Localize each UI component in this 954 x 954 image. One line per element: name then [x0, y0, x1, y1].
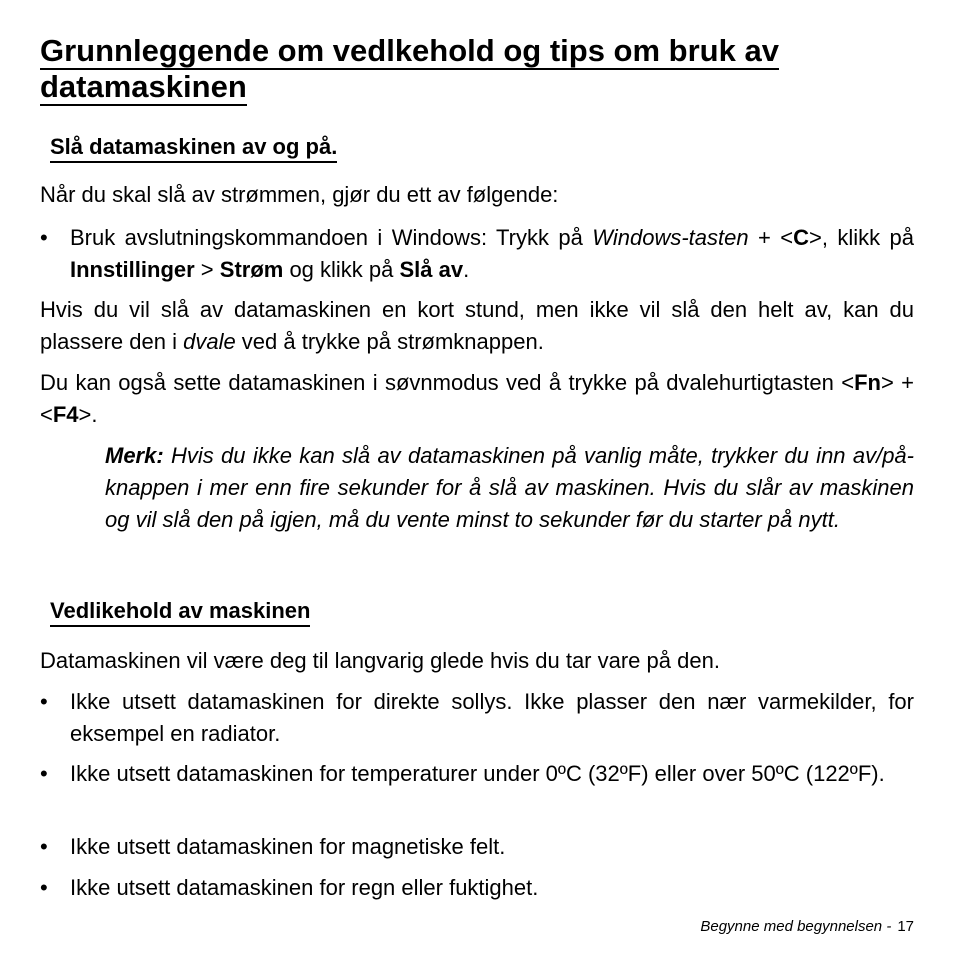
- list-item: [40, 872, 914, 904]
- list-item: [40, 222, 914, 286]
- bullet-symbol: •: [40, 689, 48, 714]
- page-footer: [700, 917, 914, 937]
- bullet-symbol: •: [40, 225, 48, 250]
- power-intro: Når du skal slå av strømmen, gjør du ett av følgende:: [40, 182, 559, 207]
- bullet-symbol: •: [40, 834, 48, 859]
- section-heading-maintenance: Vedlikehold av maskinen: [50, 597, 310, 627]
- list-item-text: Ikke utsett datamaskinen for regn eller fuktighet.: [70, 875, 539, 900]
- note-label: Merk:: [105, 443, 164, 468]
- footer-label: Begynne med begynnelsen -: [700, 918, 892, 935]
- page-title: [40, 33, 914, 105]
- page-title-text: Grunnleggende om vedlkehold og tips om bruk av datamaskinen: [40, 33, 779, 104]
- list-item: [40, 758, 914, 790]
- list-item-text: Ikke utsett datamaskinen for direkte sollys. Ikke plasser den nær varmekilder, for eksempel en radiator.: [70, 689, 914, 746]
- list-item-text: Ikke utsett datamaskinen for temperaturer under 0ºC (32ºF) eller over 50ºC (122ºF).: [70, 761, 885, 786]
- note-text: Hvis du ikke kan slå av datamaskinen på vanlig måte, trykker du inn av/på-knappen i mer enn fire sekunder for å slå av maskinen. Hvis du slår av maskinen og vil slå den på igjen, må du vente minst to sekunder før du starter på nytt.: [105, 443, 914, 532]
- list-item-text: Bruk avslutningskommandoen i Windows: Trykk på Windows-tasten + <C>, klikk på Innstillinger > Strøm og klikk på Slå av.: [70, 225, 914, 282]
- maintenance-intro: Datamaskinen vil være deg til langvarig glede hvis du tar vare på den.: [40, 648, 720, 673]
- note-block: [105, 440, 914, 536]
- list-item: [40, 831, 914, 863]
- section-heading-power: Slå datamaskinen av og på.: [50, 133, 337, 163]
- page-number: 17: [897, 918, 914, 935]
- list-item: [40, 686, 914, 750]
- standby-paragraph: Du kan også sette datamaskinen i søvnmodus ved å trykke på dvalehurtigtasten <Fn> + <F4>.: [40, 370, 915, 427]
- bullet-symbol: •: [40, 761, 48, 786]
- list-item-text: Ikke utsett datamaskinen for magnetiske felt.: [70, 834, 506, 859]
- sleep-paragraph: Hvis du vil slå av datamaskinen en kort stund, men ikke vil slå den helt av, kan du plassere den i dvale ved å trykke på strømknappen.: [40, 297, 914, 354]
- bullet-symbol: •: [40, 875, 48, 900]
